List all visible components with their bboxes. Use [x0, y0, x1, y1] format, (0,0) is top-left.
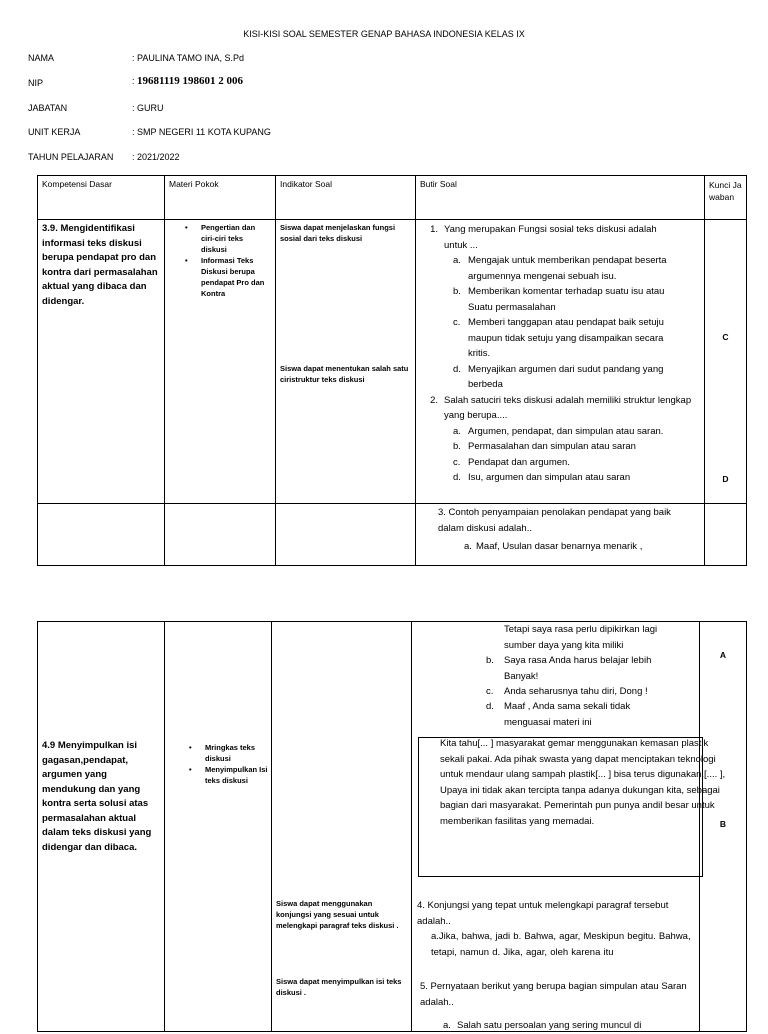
question-4-stem: 4. Konjungsi yang tepat untuk melengkapi paragraf tersebut adalah..: [417, 900, 669, 927]
column-header-indikator-soal: Indikator Soal: [276, 176, 416, 220]
question-5-option-a: Salah satu persoalan yang sering muncul di: [457, 1020, 642, 1031]
header-label-nama: NAMA: [28, 53, 55, 63]
answer-key-2: D: [722, 474, 729, 484]
column-header-kompetensi-dasar: Kompetensi Dasar: [38, 176, 165, 220]
header-value-jabatan: : GURU: [132, 103, 164, 113]
list-item: • Informasi Teks Diskusi berupa pendapat Pro dan Kontra: [201, 255, 271, 299]
header-label-tahun-pelajaran: TAHUN PELAJARAN: [28, 152, 114, 162]
list-item: • Mringkas teks diskusi: [205, 742, 268, 764]
header-value-nip-prefix: :: [132, 76, 138, 86]
kompetensi-dasar-3-9: 3.9. Mengidentifikasi informasi teks diskusi berupa pendapat pro dan kontra dari permasalahan aktual yang dibaca dan didengar.: [42, 223, 158, 307]
answer-key-1: C: [722, 332, 729, 342]
materi-pokok-list-1: [179, 222, 271, 299]
question-3-stem: 3. Contoh penyampaian penolakan pendapat yang baik dalam diskusi adalah..: [438, 507, 671, 534]
question-3-option-d: Maaf , Anda sama sekali tidak menguasai materi ini: [504, 701, 631, 728]
question-2: 2. Salah satuciri teks diskusi adalah memiliki struktur lengkap yang berupa.... a. Argumen, pendapat, dan simpulan atau saran. b. Permasalahan dan simpulan atau saran c. Pendapat dan argumen. d. Isu, argumen dan simpulan atau saran: [420, 393, 700, 486]
header-label-unit-kerja: UNIT KERJA: [28, 127, 81, 137]
header-label-jabatan: JABATAN: [28, 103, 68, 113]
kompetensi-dasar-4-9: 4.9 Menyimpulkan isi gagasan,pendapat, argumen yang mendukung dan yang kontra serta solusi atas permasalahan aktual dalam teks diskusi yang didengar dan dibaca.: [42, 740, 152, 853]
header-value-unit-kerja: : SMP NEGERI 11 KOTA KUPANG: [132, 127, 271, 137]
question-4-options: a.Jika, bahwa, jadi b. Bahwa, agar, Meskipun begitu. Bahwa, tetapi, namun d. Jika, agar, oleh karena itu: [431, 931, 691, 958]
question-2-option-a: Argumen, pendapat, dan simpulan atau saran.: [468, 425, 664, 437]
question-3-option-b: Saya rasa Anda harus belajar lebih Banyak!: [504, 655, 652, 682]
question-1-stem: Yang merupakan Fungsi sosial teks diskusi adalah untuk ...: [444, 224, 657, 251]
header-value-nip: 19681119 198601 2 006: [137, 75, 244, 87]
question-2-option-c: Pendapat dan argumen.: [468, 456, 570, 468]
question-1-option-b: Memberikan komentar terhadap suatu isu atau Suatu permasalahan: [468, 286, 665, 313]
question-2-option-b: Permasalahan dan simpulan atau saran: [468, 441, 636, 452]
column-header-butir-soal: Butir Soal: [416, 176, 705, 220]
question-1-option-c: Memberi tanggapan atau pendapat baik setuju maupun tidak setuju yang disampaikan secara kritis.: [468, 317, 664, 359]
table-row: [38, 220, 747, 504]
column-header-kunci-jawaban: Kunci Jawaban: [705, 176, 747, 220]
kisi-kisi-table-2: [37, 621, 747, 1032]
header-value-nip-wrap: [132, 75, 243, 87]
materi-pokok-list-2: [183, 742, 268, 786]
question-1-option-d: Menyajikan argumen dari sudut pandang yang berbeda: [468, 363, 664, 390]
table-row: 4.9 Menyimpulkan isi gagasan,pendapat, argumen yang mendukung dan yang kontra serta solusi atas permasalahan aktual dalam teks diskusi yang didengar dan dibaca. • Mringkas teks diskusi • Menyimpulkan Isi teks diskusi Siswa dapat menggunakan konjungsi yang sesuai untuk melengkapi paragraf teks diskusi . Siswa dapat menyimpulkan isi teks diskusi . Tetapi saya rasa perlu dipikirkan lagi sumber daya yang kita miliki b. Saya rasa Anda harus belajar lebih Banyak! c. Anda seharusnya tahu diri, Dong ! d. Maaf , Anda sama sekali tidak menguasai materi ini Kita tahu[... ] masyarakat gemar menggunakan kemasan plastik sekali pakai. Ada pihak swasta yang dapat menciptakan teknologi untuk mendaur ulang sampah plastik[... ] bisa terus digunakan.[.... ], Upaya ini tidak akan tercipta tanpa adanya dukungan kita, sebagai bagian dari masyarakat. Pemerintah pun punya andil besar untuk memberikan fasilitas yang memadai. 4. Konjungsi yang tepat untuk melengkapi paragraf tersebut adalah.. a.Jika, bahwa, jadi b. Bahwa, agar, Meskipun begitu. Bahwa, tetapi, namun d. Jika, agar, oleh karena itu 5. Pernyataan berikut yang berupa bagian simpulan atau Saran adalah.. a. Salah satu persoalan yang sering muncul di A B: [38, 622, 747, 1032]
table-header-row: [38, 176, 747, 220]
indikator-soal-2: Siswa dapat menentukan salah satu ciristruktur teks diskusi: [280, 364, 409, 384]
answer-key-4: B: [719, 819, 727, 829]
answer-key-3: A: [719, 650, 727, 660]
question-3-option-c: Anda seharusnya tahu diri, Dong !: [504, 686, 648, 697]
header-label-nip: NIP: [28, 78, 44, 88]
document-title: KISI-KISI SOAL SEMESTER GENAP BAHASA INDONESIA KELAS IX: [243, 29, 525, 39]
question-2-option-d: Isu, argumen dan simpulan atau saran: [468, 472, 631, 483]
indikator-soal-3: Siswa dapat menggunakan konjungsi yang sesuai untuk melengkapi paragraf teks diskusi .: [276, 899, 399, 930]
column-header-materi-pokok: Materi Pokok: [165, 176, 276, 220]
question-2-stem: Salah satuciri teks diskusi adalah memiliki struktur lengkap yang berupa....: [444, 394, 692, 421]
question-1-option-a: Mengajak untuk memberikan pendapat beserta argumennya mengenai sebuah isu.: [468, 255, 667, 282]
header-value-tahun-pelajaran: : 2021/2022: [132, 152, 180, 162]
passage-text: Kita tahu[... ] masyarakat gemar menggunakan kemasan plastik sekali pakai. Ada pihak swasta yang dapat menciptakan teknologi untuk mendaur ulang sampah plastik[... ] bisa terus digunakan.[.... ], Upaya ini tidak akan tercipta tanpa adanya dukungan kita, sebagai bagian dari masyarakat. Pemerintah pun punya andil besar untuk memberikan fasilitas yang memadai.: [440, 738, 726, 827]
question-1: 1. Yang merupakan Fungsi sosial teks diskusi adalah untuk ... a. Mengajak untuk memberikan pendapat beserta argumennya mengenai sebuah isu. b. Memberikan komentar terhadap suatu isu atau Suatu permasalahan c. Memberi tanggapan atau pendapat baik setuju maupun tidak setuju yang disampaikan secara kritis. d. Menyajikan argumen dari sudut pandang yang berbeda: [420, 222, 700, 393]
header-value-nama: : PAULINA TAMO INA, S.Pd: [132, 53, 245, 63]
list-item: • Pengertian dan ciri-ciri teks diskusi: [201, 222, 271, 255]
list-item: • Menyimpulkan Isi teks diskusi: [205, 764, 268, 786]
table-row: 3. Contoh penyampaian penolakan pendapat yang baik dalam diskusi adalah.. a. Maaf, Usulan dasar benarnya menarik ,: [38, 504, 747, 566]
question-3-option-a-continued: Tetapi saya rasa perlu dipikirkan lagi sumber daya yang kita miliki: [504, 624, 658, 651]
indikator-soal-1: Siswa dapat menjelaskan fungsi sosial dari teks diskusi: [280, 223, 396, 243]
kisi-kisi-table-1: [37, 175, 747, 566]
question-3-option-a: Maaf, Usulan dasar benarnya menarik ,: [476, 541, 643, 552]
indikator-soal-4: Siswa dapat menyimpulkan isi teks diskusi .: [276, 977, 402, 997]
question-5-stem: 5. Pernyataan berikut yang berupa bagian simpulan atau Saran adalah..: [420, 981, 687, 1008]
